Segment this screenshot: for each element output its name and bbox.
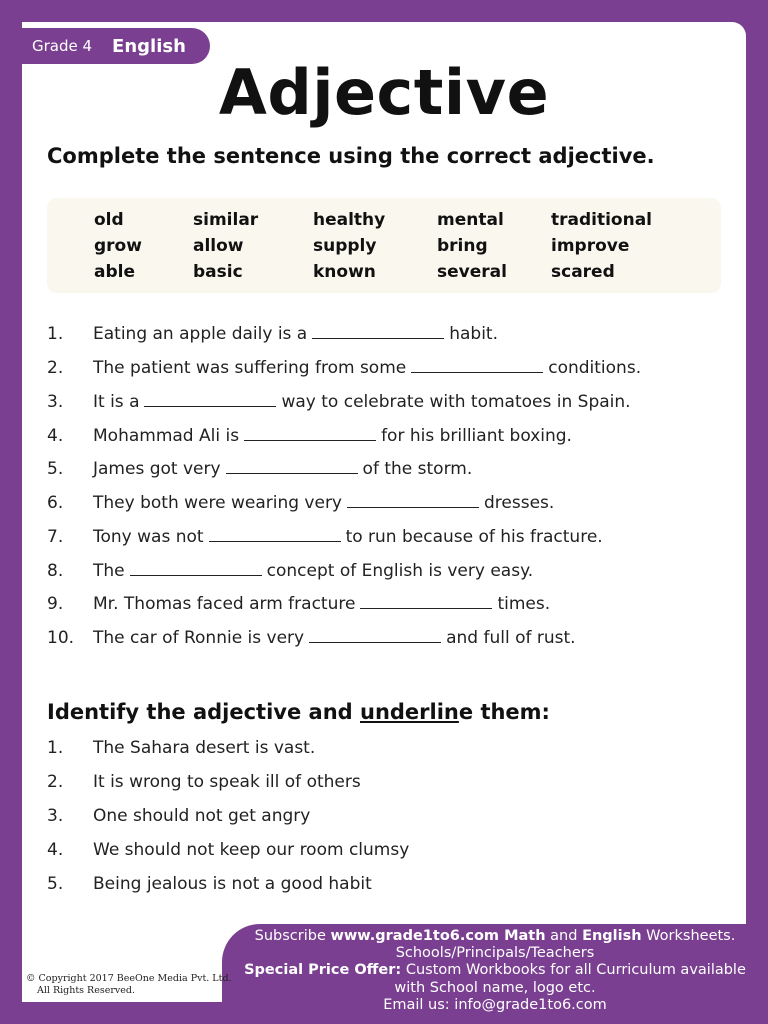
- word-bank: [47, 198, 721, 293]
- word-bank-item: scared: [551, 262, 615, 282]
- footer-text: Subscribe: [254, 928, 331, 944]
- fill-blank-question: [0, 527, 768, 553]
- section2-instruction: [47, 700, 550, 724]
- question-number: 4.: [47, 840, 64, 860]
- question-text-after: and full of rust.: [446, 628, 576, 648]
- question-text: It is wrong to speak ill of others: [93, 772, 361, 792]
- word-bank-item: grow: [94, 236, 142, 256]
- question-text-before: James got very: [93, 459, 221, 479]
- page-title: Adjective: [218, 56, 550, 129]
- footer-text: and: [545, 928, 583, 944]
- question-text-after: habit.: [449, 324, 498, 344]
- footer-text-bold: English: [582, 928, 642, 944]
- answer-blank[interactable]: [226, 459, 358, 474]
- question-number: 8.: [47, 561, 64, 581]
- footer-email-line[interactable]: Email us: info@grade1to6.com: [383, 997, 607, 1013]
- question-number: 6.: [47, 493, 64, 513]
- question-number: 1.: [47, 324, 64, 344]
- question-number: 1.: [47, 738, 64, 758]
- word-bank-item: mental: [437, 210, 504, 230]
- answer-blank[interactable]: [130, 561, 262, 576]
- promo-footer: [222, 924, 768, 1024]
- fill-blank-question: [0, 628, 768, 654]
- footer-offer-line: [222, 962, 768, 978]
- question-text-after: dresses.: [484, 493, 555, 513]
- question-text-before: It is a: [93, 392, 140, 412]
- footer-text: Worksheets.: [641, 928, 736, 944]
- identify-question: [0, 840, 768, 866]
- question-text-after: conditions.: [548, 358, 642, 378]
- word-bank-item: improve: [551, 236, 630, 256]
- answer-blank[interactable]: [209, 527, 341, 542]
- footer-website-link[interactable]: www.grade1to6.com Math: [330, 928, 546, 944]
- footer-audience-line: Schools/Principals/Teachers: [395, 945, 595, 961]
- question-number: 2.: [47, 772, 64, 792]
- identify-question: [0, 874, 768, 900]
- word-bank-item: basic: [193, 262, 243, 282]
- question-text-before: Tony was not: [93, 527, 204, 547]
- footer-text: Custom Workbooks for all Curriculum available: [401, 962, 746, 978]
- question-number: 5.: [47, 459, 64, 479]
- question-text-after: to run because of his fracture.: [345, 527, 603, 547]
- footer-subscribe-line: [222, 928, 768, 944]
- question-number: 4.: [47, 426, 64, 446]
- copyright: [26, 973, 232, 997]
- subject-label: English: [112, 35, 186, 57]
- word-bank-item: traditional: [551, 210, 653, 230]
- section2-instruction-underlined: underlin: [360, 700, 459, 724]
- word-bank-item: supply: [313, 236, 377, 256]
- question-text-after: of the storm.: [362, 459, 473, 479]
- question-text-before: Mr. Thomas faced arm fracture: [93, 594, 356, 614]
- section2-instruction-suffix: e them:: [458, 700, 550, 724]
- word-bank-item: healthy: [313, 210, 386, 230]
- question-number: 7.: [47, 527, 64, 547]
- question-text: We should not keep our room clumsy: [93, 840, 410, 860]
- question-number: 9.: [47, 594, 64, 614]
- question-text-before: The: [93, 561, 125, 581]
- question-text-after: times.: [497, 594, 551, 614]
- copyright-line: © Copyright 2017 BeeOne Media Pvt. Ltd.: [26, 973, 232, 984]
- answer-blank[interactable]: [411, 358, 543, 373]
- question-text-before: The car of Ronnie is very: [93, 628, 305, 648]
- grade-label: Grade 4: [32, 37, 93, 55]
- identify-question: [0, 772, 768, 798]
- question-number: 2.: [47, 358, 64, 378]
- question-number: 10.: [47, 628, 75, 648]
- section1-instruction: Complete the sentence using the correct adjective.: [47, 144, 655, 168]
- question-text-before: They both were wearing very: [93, 493, 342, 513]
- word-bank-item: bring: [437, 236, 488, 256]
- answer-blank[interactable]: [347, 493, 479, 508]
- answer-blank[interactable]: [309, 628, 441, 643]
- fill-blank-question: [0, 493, 768, 519]
- question-text: One should not get angry: [93, 806, 311, 826]
- word-bank-item: able: [94, 262, 135, 282]
- word-bank-item: several: [437, 262, 507, 282]
- answer-blank[interactable]: [244, 426, 376, 441]
- identify-question: [0, 806, 768, 832]
- word-bank-item: similar: [193, 210, 259, 230]
- copyright-line: All Rights Reserved.: [37, 985, 135, 996]
- word-bank-item: old: [94, 210, 124, 230]
- question-text-after: for his brilliant boxing.: [381, 426, 572, 446]
- answer-blank[interactable]: [144, 392, 276, 407]
- question-number: 5.: [47, 874, 64, 894]
- question-text-before: Mohammad Ali is: [93, 426, 240, 446]
- answer-blank[interactable]: [360, 594, 492, 609]
- fill-blank-question: [0, 426, 768, 452]
- fill-blank-question: [0, 459, 768, 485]
- question-text: Being jealous is not a good habit: [93, 874, 372, 894]
- fill-blank-question: [0, 594, 768, 620]
- identify-question: [0, 738, 768, 764]
- question-text-after: way to celebrate with tomatoes in Spain.: [281, 392, 631, 412]
- word-bank-item: known: [313, 262, 376, 282]
- question-text-before: The patient was suffering from some: [93, 358, 407, 378]
- question-text-before: Eating an apple daily is a: [93, 324, 308, 344]
- footer-custom-line: with School name, logo etc.: [394, 980, 596, 996]
- section2-instruction-prefix: Identify the adjective and: [47, 700, 360, 724]
- footer-offer-label: Special Price Offer:: [244, 962, 402, 978]
- fill-blank-question: [0, 392, 768, 418]
- fill-blank-question: [0, 324, 768, 350]
- question-text: The Sahara desert is vast.: [93, 738, 316, 758]
- answer-blank[interactable]: [312, 324, 444, 339]
- fill-blank-question: [0, 358, 768, 384]
- question-number: 3.: [47, 806, 64, 826]
- fill-blank-question: [0, 561, 768, 587]
- question-number: 3.: [47, 392, 64, 412]
- question-text-after: concept of English is very easy.: [266, 561, 534, 581]
- word-bank-item: allow: [193, 236, 244, 256]
